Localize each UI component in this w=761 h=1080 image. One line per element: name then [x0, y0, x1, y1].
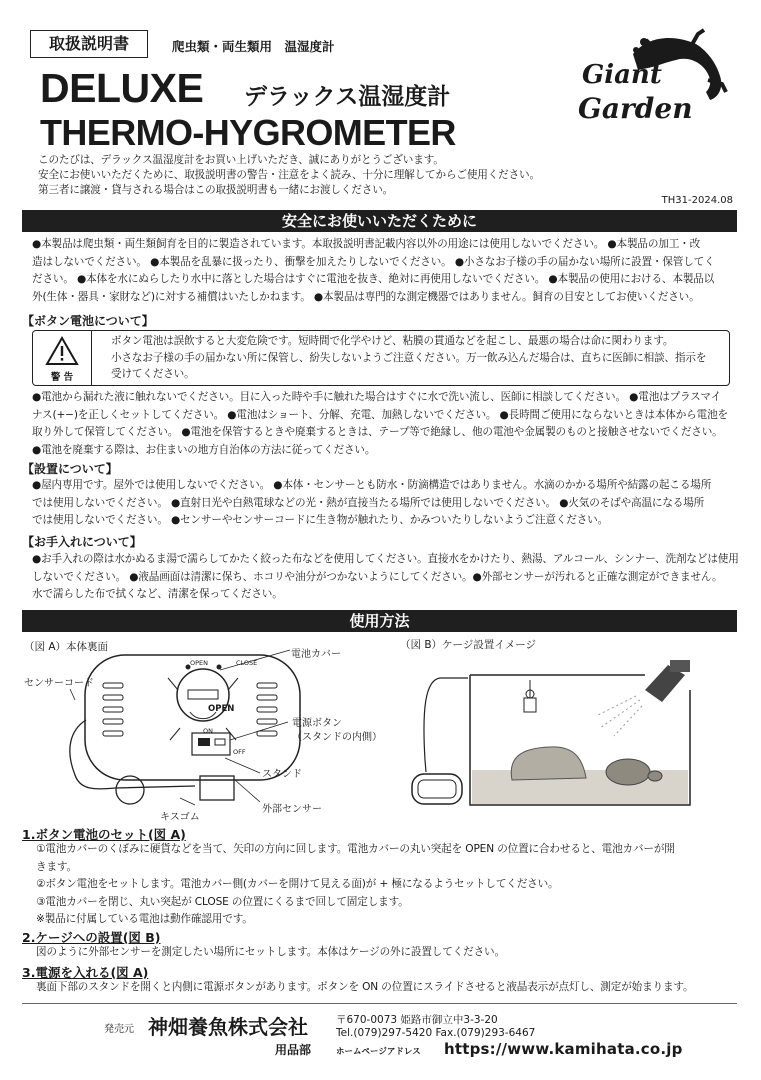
warning-text	[111, 333, 706, 383]
figA-label-off: OFF	[233, 748, 246, 756]
care-heading: 【お手入れについて】	[22, 535, 142, 549]
footer-company: 神畑養魚株式会社	[148, 1015, 308, 1039]
giant-garden-logo	[578, 26, 728, 134]
doc-type-badge	[30, 30, 148, 58]
logo-line-1: Giant	[582, 60, 662, 90]
step-1-text	[36, 841, 675, 929]
step-2-text	[36, 944, 505, 962]
usage-title: 使用方法	[22, 610, 737, 632]
step-1-line: ①電池カバーのくぼみに硬貨などを当て、矢印の方向に回します。電池カバーの丸い突起を OPEN の位置に合わせると、電池カバーが開	[36, 843, 675, 855]
figA-label-power-inside: （スタンドの内側）	[292, 732, 382, 743]
figA-label-open: OPEN	[208, 704, 235, 714]
intro-line: 第三者に譲渡・貸与される場合はこの取扱説明書も一緒にお渡しください。	[38, 184, 394, 196]
warning-line: ボタン電池は誤飲すると大変危険です。短時間で化学やけど、粘膜の貫通などを起こし、最悪の場合は命に関わります。	[111, 335, 674, 347]
figA-label-stand: スタンド	[262, 769, 302, 780]
intro-line: 安全にお使いいただくために、取扱説明書の警告・注意をよく読み、十分に理解してからご使用ください。	[38, 169, 540, 181]
figB-title: （図 B）ケージ設置イメージ	[400, 639, 537, 651]
figA-label-external-sensor: 外部センサー	[262, 804, 322, 815]
footer-divider	[22, 1003, 737, 1004]
footer-address: 〒670-0073 姫路市御立中3-3-20	[336, 1014, 498, 1026]
document-code: TH31-2024.08	[661, 195, 733, 206]
step-1-title: 1.ボタン電池のセット(図 A)	[22, 827, 186, 842]
battery-heading: 【ボタン電池について】	[22, 314, 154, 328]
figA-title: （図 A）本体裏面	[24, 641, 109, 653]
battery-line: ナス(+−)を正しくセットしてください。 ●電池はショート、分解、充電、加熱しないでください。 ●長時間ご使用にならないときは本体から電池を	[32, 408, 728, 421]
footer-url[interactable]: https://www.kamihata.co.jp	[444, 1040, 683, 1058]
figA-label-power-button: 電源ボタン	[292, 718, 342, 729]
figA-label-battery-cover: 電池カバー	[291, 649, 341, 660]
footer-dept: 用品部	[275, 1043, 312, 1057]
care-line: 水で濡らした布で拭くなど、清潔を保ってください。	[32, 588, 283, 600]
step-2-line: 図のように外部センサーを測定したい場所にセットします。本体はケージの外に設置してください。	[36, 946, 505, 958]
battery-line: ●電池から漏れた液に触れないでください。目に入った時や手に触れた場合はすぐに水で洗い流し、医師に相談してください。 ●電池はプラスマイ	[32, 391, 722, 403]
install-line: では使用しないでください。 ●直射日光や白熱電球などの光・熱が直接当たる場所では使用しないでください。 ●火気のそばや高温になる場所	[32, 496, 705, 509]
title-deluxe: DELUXE	[40, 65, 204, 111]
safety-title: 安全にお使いいただくために	[22, 210, 737, 232]
warning-triangle-icon	[45, 336, 79, 366]
step-1-line: ※製品に付属している電池は動作確認用です。	[36, 913, 253, 925]
figA-label-open-small: OPEN	[190, 659, 209, 667]
install-line: では使用しないでください。 ●センサーやセンサーコードに生き物が触れたり、かみついたりしないようご注意ください。	[32, 514, 609, 526]
safety-text	[32, 236, 715, 306]
warning-line: 小さなお子様の手の届かない所に保管し、紛失しないようご注意ください。万一飲み込んだ場合は、直ちに医師に相談、指示を	[111, 351, 707, 364]
logo-line-2: Garden	[578, 92, 693, 125]
step-3-line: 裏面下部のスタンドを開くと内側に電源ボタンがあります。ボタンを ON の位置にスライドさせると液晶表示が点灯し、測定が始まります。	[36, 981, 694, 993]
figA-label-sensor-cord: センサーコード	[24, 678, 94, 689]
figA-label-on: ON	[203, 727, 213, 735]
footer-tel-fax: Tel.(079)297-5420 Fax.(079)293-6467	[336, 1027, 536, 1039]
step-1-line: ③電池カバーを閉じ、丸い突起が CLOSE の位置にくるまで回して固定します。	[36, 895, 409, 908]
step-1-line: ②ボタン電池をセットします。電池カバー側(カバーを開けて見える面)が + 極になるようセットしてください。	[36, 878, 559, 890]
battery-line: 取り外して保管してください。 ●電池を保管するときや廃棄するときは、テープ等で絶縁し、他の電池や金属製のものと接触させないでください。	[32, 426, 723, 438]
battery-text	[32, 389, 728, 459]
warning-line: 受けてください。	[111, 368, 195, 380]
figure-b-cage-illustration	[400, 650, 730, 820]
install-heading: 【設置について】	[22, 462, 118, 476]
step-2-title: 2.ケージへの設置(図 B)	[22, 930, 161, 945]
install-line: ●屋内専用です。屋外では使用しないでください。 ●本体・センサーとも防水・防滴構造ではありません。水滴のかかる場所や結露の起こる場所	[32, 479, 712, 491]
safety-line: ●本製品は爬虫類・両生類飼育を目的に製造されています。本取扱説明書記載内容以外の用途には使用しないでください。 ●本製品の加工・改	[32, 238, 701, 250]
figA-label-close-small: CLOSE	[236, 659, 258, 667]
intro-text	[38, 153, 540, 198]
install-text	[32, 477, 711, 530]
warning-label: 警 告	[50, 372, 74, 383]
figA-label-kisugomu: キスゴム	[160, 812, 200, 823]
safety-line: 造はしないでください。 ●本製品を乱暴に扱ったり、衝撃を加えたりしないでください。 ●小さなお子様の手の届かない場所に設置・保管してく	[32, 255, 715, 268]
footer-seller-label: 発売元	[104, 1024, 134, 1035]
safety-line: 外(生体・器具・家財など)に対する補償はいたしかねます。 ●本製品は専門的な測定機器ではありません。飼育の目安としてお使いください。	[32, 290, 700, 303]
doc-type-badge-text: 取扱説明書	[48, 34, 129, 53]
title-japanese: デラックス温湿度計	[244, 84, 451, 110]
battery-line: ●電池を廃棄する際は、お住まいの地方自治体の方法に従ってください。	[32, 443, 376, 456]
care-line: ●お手入れの際は水かぬるま湯で濡らしてかたく絞った布などを使用してください。直接水をかけたり、熱湯、アルコール、シンナー、洗剤などは使用	[32, 553, 739, 565]
step-1-line: きます。	[36, 860, 77, 873]
care-line: しないでください。 ●液晶画面は清潔に保ち、ホコリや油分がつかないようにしてください。●外部センサーが汚れると正確な測定ができません。	[32, 570, 723, 583]
step-3-title: 3.電源を入れる(図 A)	[22, 965, 149, 980]
care-text	[32, 551, 739, 604]
safety-line: ださい。 ●本体を水にぬらしたり水中に落とした場合はすぐに電池を抜き、絶対に再使用しないでください。 ●本製品の使用における、本製品以	[32, 273, 715, 285]
step-3-text	[36, 979, 693, 997]
intro-line: このたびは、デラックス温湿度計をお買い上げいただき、誠にありがとうございます。	[38, 154, 444, 166]
warning-icon-area	[33, 331, 92, 385]
warning-box	[32, 330, 730, 386]
product-category: 爬虫類・両生類用 温湿度計	[172, 39, 335, 54]
title-thermo-hygrometer: THERMO-HYGROMETER	[40, 112, 456, 153]
footer-hp-label: ホームページアドレス	[336, 1047, 421, 1057]
